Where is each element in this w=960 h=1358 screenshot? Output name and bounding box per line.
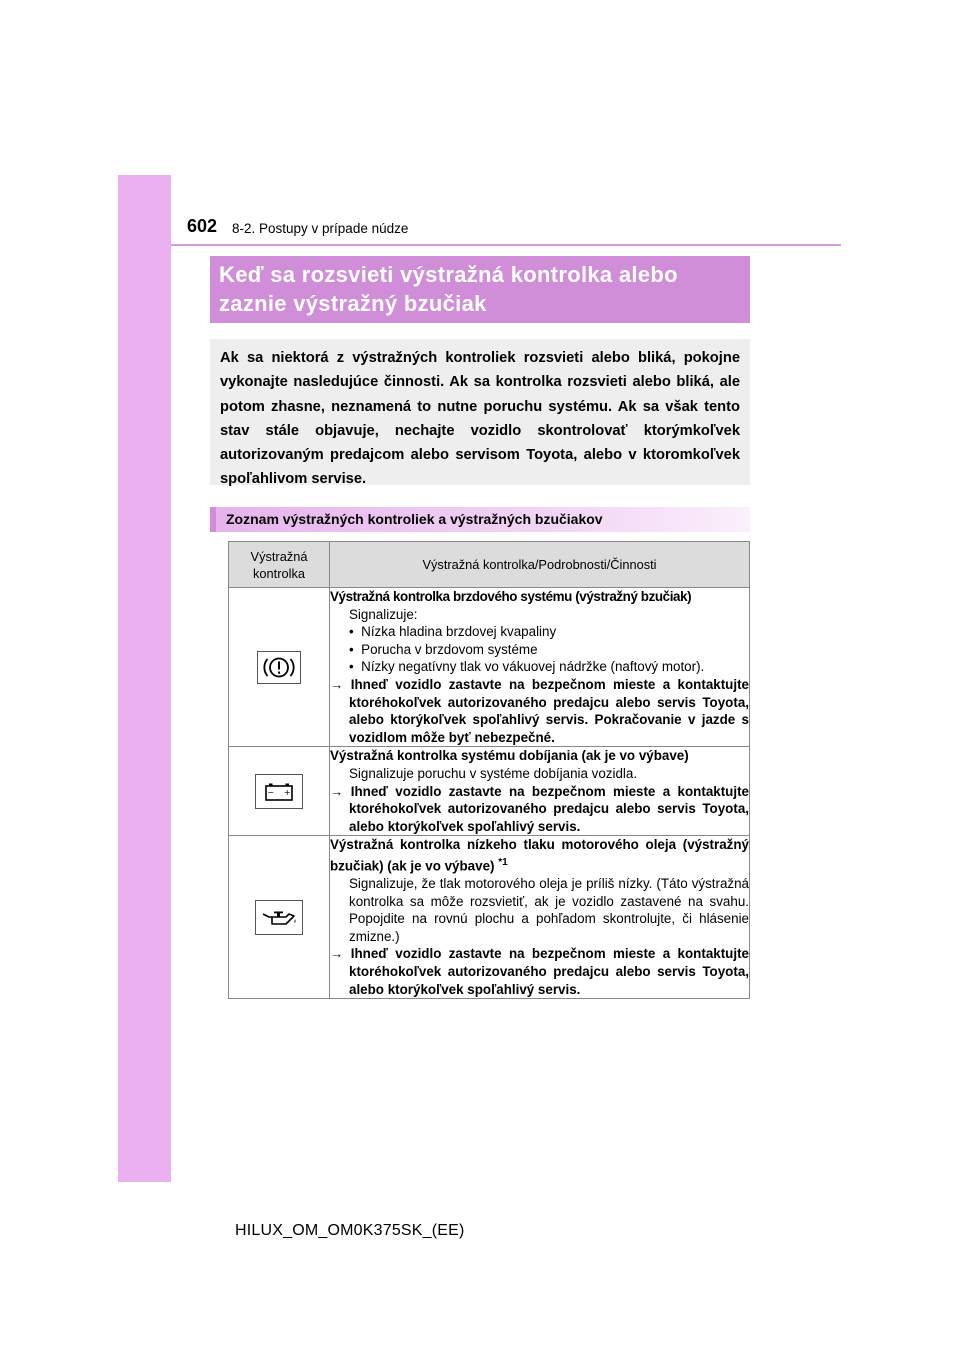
table-row bbox=[229, 747, 750, 836]
oil-pressure-icon bbox=[255, 900, 303, 935]
action-text: → Ihneď vozidlo zastavte na bezpečnom mieste a kontaktujte ktoréhokoľvek autorizovaného predajcu alebo servis Toyota, alebo ktorýkoľvek spoľahlivý servis. bbox=[330, 783, 749, 834]
subheading bbox=[210, 507, 750, 532]
document-code: HILUX_OM_OM0K375SK_(EE) bbox=[235, 1222, 465, 1239]
page-number: 602 bbox=[187, 216, 218, 236]
detail-cell bbox=[330, 588, 750, 747]
svg-text:−: − bbox=[267, 787, 275, 797]
brake-warning-icon bbox=[257, 651, 301, 684]
intro-box bbox=[210, 339, 750, 488]
column-header-indicator: Výstražná kontrolka bbox=[229, 542, 330, 588]
intro-text: Ak sa niektorá z výstražných kontroliek rozsvieti alebo bliká, pokojne vykonajte nasledujúce činnosti. Ak sa kontrolka rozsvieti alebo bliká, ale potom zhasne, neznamená to nutne poruchu systému. Ak sa však tento stav stále objavuje, nechajte vozidlo skontrolovať ktorýmkoľvek autorizovaným predajcom alebo servisom Toyota, alebo v ktoromkoľvek spoľahlivom servise. bbox=[220, 350, 740, 488]
list-item: • Nízka hladina brzdovej kvapaliny bbox=[349, 624, 557, 640]
footnote-marker: *1 bbox=[498, 856, 508, 868]
subheading-text: Zoznam výstražných kontroliek a výstražných bzučiakov bbox=[226, 511, 603, 527]
column-header-details: Výstražná kontrolka/Podrobnosti/Činnosti bbox=[330, 542, 750, 588]
table-header-row bbox=[229, 542, 750, 588]
table-row bbox=[229, 588, 750, 747]
row-title: Výstražná kontrolka systému dobíjania (ak je vo výbave) bbox=[330, 748, 689, 764]
icon-cell bbox=[229, 836, 330, 999]
row-detail: Signalizuje poruchu v systéme dobíjania vozidla. bbox=[349, 765, 638, 781]
detail-cell bbox=[330, 836, 750, 999]
header-divider bbox=[171, 244, 841, 246]
svg-text:+: + bbox=[283, 787, 291, 797]
row-title: Výstražná kontrolka brzdového systému (výstražný bzučiak) bbox=[330, 589, 692, 604]
list-item: • Porucha v brzdovom systéme bbox=[349, 641, 538, 657]
action-text: → Ihneď vozidlo zastavte na bezpečnom mieste a kontaktujte ktoréhokoľvek autorizovaného predajcu alebo servis Toyota, alebo ktorýkoľvek spoľahlivý servis. bbox=[330, 946, 749, 997]
signal-label: Signalizuje: bbox=[349, 606, 418, 622]
battery-icon bbox=[255, 774, 303, 809]
detail-cell bbox=[330, 747, 750, 836]
section-sidebar-tab bbox=[118, 175, 171, 1182]
title-banner bbox=[210, 256, 750, 323]
section-label: 8-2. Postupy v prípade núdze bbox=[232, 221, 409, 236]
table-row bbox=[229, 836, 750, 999]
icon-cell bbox=[229, 747, 330, 836]
row-title: Výstražná kontrolka nízkeho tlaku motorového oleja (výstražný bzučiak) (ak je vo výbave) $^{*1}$ bbox=[330, 837, 749, 874]
action-text: → Ihneď vozidlo zastavte na bezpečnom mieste a kontaktujte ktoréhokoľvek autorizovaného predajcu alebo servis Toyota, alebo ktorýkoľvek spoľahlivý servis. Pokračovanie v jazde s vozidlom môže byť nebezpečné. bbox=[330, 676, 749, 745]
title-line-2: zaznie výstražný bzučiak bbox=[219, 291, 487, 316]
list-item: • Nízky negatívny tlak vo vákuovej nádržke (naftový motor). bbox=[349, 659, 705, 675]
warning-table bbox=[228, 541, 750, 999]
icon-cell bbox=[229, 588, 330, 747]
row-detail: Signalizuje, že tlak motorového oleja je príliš nízky. (Táto výstražná kontrolka sa môže rozsvietiť, ak je vozidlo zastavené na svahu. Popojdite na rovnú plochu a pohľadom skontrolujte, či hlásenie zmizne.) bbox=[349, 875, 749, 944]
title-line-1: Keď sa rozsvieti výstražná kontrolka alebo bbox=[219, 262, 678, 287]
